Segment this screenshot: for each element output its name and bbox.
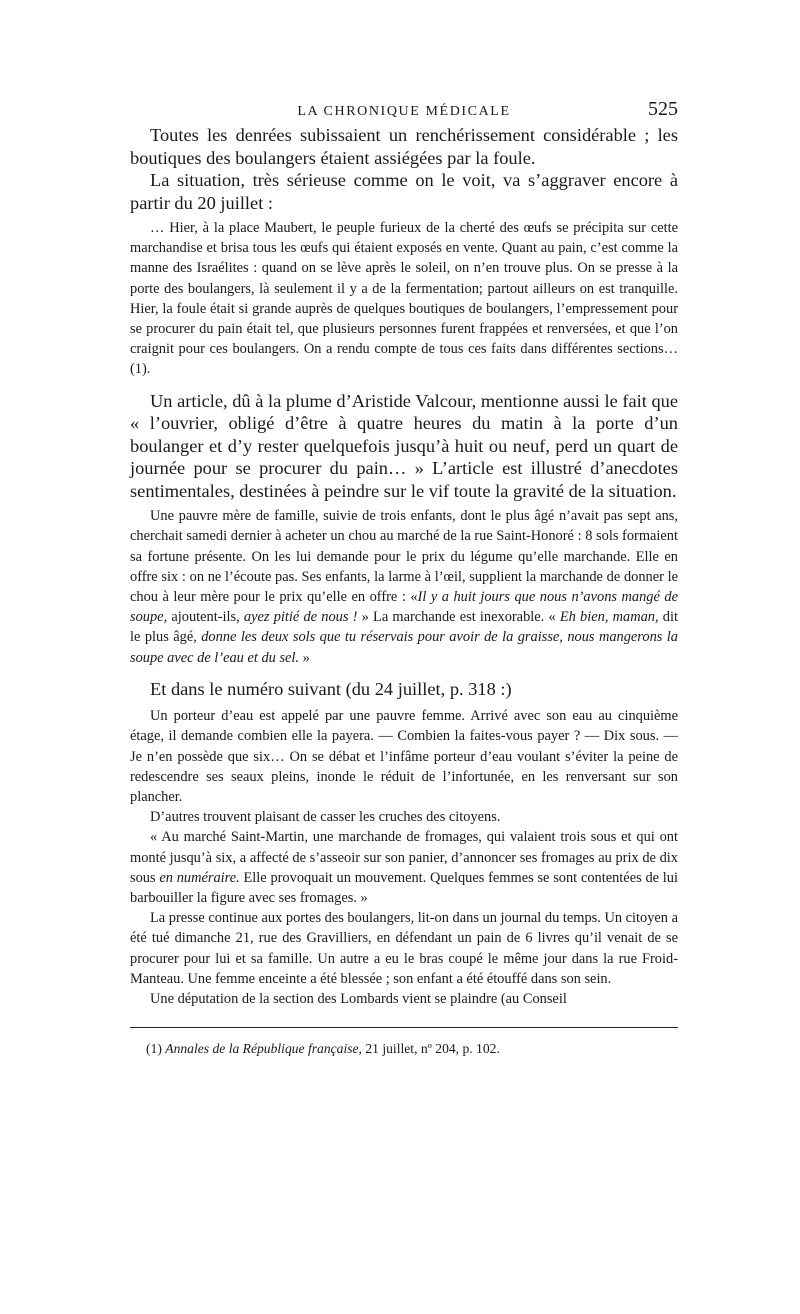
quote-3-c-part-2: en numéraire.: [159, 869, 240, 886]
page: [130, 96, 678, 1058]
footnote-rest: 21 juillet, nº 204, p. 102.: [361, 1041, 500, 1057]
quote-3-d: La presse continue aux portes des boulangers, lit-on dans un journal du temps. Un citoyen a été tué dimanche 21, rue des Gravilliers, en défendant un pain de 6 livres qu’il venait de se procurer pour lui et sa famille. Un autre a eu le bras coupé le même jour dans la rue Froid-Manteau. Une femme enceinte a été blessée ; son enfant a été étouffé dans son sein.: [130, 910, 678, 987]
quote-3-a: Un porteur d’eau est appelé par une pauvre femme. Arrivé avec son eau au cinquième étage, il demande combien elle la payera. — Combien la faites-vous payer ? — Dix sous. — Je n’en possède que six… On se débat et l’infâme porteur d’eau voulant s’éviter la peine de redescendre ses seaux pleins, inonde le réduit de l’infortunée, en les renversant sur son plancher.: [130, 708, 678, 806]
quote-3-b: D’autres trouvent plaisant de casser les cruches des citoyens.: [150, 809, 501, 826]
quote-2-part-e: » La marchande est inexorable. «: [357, 609, 560, 626]
paragraph-1: Toutes les denrées subissaient un renchérissement considérable ; les boutiques des boulangers étaient assiégées par la foule.: [130, 125, 678, 168]
footnote-title: Annales de la République française,: [165, 1041, 362, 1057]
quote-2-part-d: ayez pitié de nous !: [243, 609, 358, 626]
quote-3-c-part-3: Elle provoquait un mouvement. Quelques femmes se sont contentées de lui barbouiller la figure avec ses fromages. »: [130, 869, 678, 907]
paragraph-3: Un article, dû à la plume d’Aristide Valcour, mentionne aussi le fait que « l’ouvrier, obligé d’être à quatre heures du matin à la porte d’un boulanger et d’y rester quelquefois jusqu’à huit ou neuf, perd un quart de journée pour se procurer du pain… » L’article est illustré d’anecdotes sentimentales, destinées à peindre sur le vif toute la gravité de la situation.: [130, 390, 679, 501]
quote-2-part-a: Une pauvre mère de famille, suivie de trois enfants, dont le plus âgé n’avait pas sept ans, cherchait samedi dernier à acheter un chou au marché de la rue Saint-Honoré : 8 sols formaient sa fortune présente. On les lui demande pour le prix du légume qu’elle marchande. Elle en offre six : on ne l’écoute pas. Ses enfants, la larme à l’œil, supplient la marchande de donner le chou à leur mère pour le prix qu’elle en offre : «: [130, 508, 678, 605]
quote-2-part-f: Eh bien, maman,: [559, 609, 659, 626]
footnote-rule: [130, 1027, 678, 1028]
running-head: LA CHRONIQUE MÉDICALE: [297, 104, 511, 119]
quote-2-part-i: »: [299, 649, 310, 666]
quote-2-part-h: donne les deux sols que tu réservais pour avoir de la graisse, nous mangerons la soupe avec de l’eau et du sel.: [130, 629, 678, 666]
quote-2-part-b: Il y a huit jours que nous n’avons mangé de soupe,: [130, 588, 678, 626]
quote-3-c: [130, 827, 678, 908]
page-number: 525: [648, 98, 678, 120]
quote-2-part-c: ajoutent-ils,: [167, 609, 244, 626]
page-header: [130, 96, 678, 124]
paragraph-4: Et dans le numéro suivant (du 24 juillet, p. 318 :): [150, 678, 512, 699]
quote-2: [130, 506, 678, 668]
quote-1: … Hier, à la place Maubert, le peuple furieux de la cherté des œufs se précipita sur cette marchandise et brisa tous les œufs qui étaient exposés en vente. Quant au pain, c’est comme la manne des Israélites : quand on se lève après le soleil, on n’en trouve plus. On se presse à la porte des boulangers, là seulement il y a de la fermentation; partout ailleurs on est tranquille. Hier, la foule était si grande auprès de quelques boutiques de boulangers, l’empressement pour se procurer du pain était tel, que plusieurs personnes furent frappées et renversées, et que l’on craignit pour ces boulangers. On a rendu compte de tous ces faits dans différentes sections… (1).: [130, 220, 678, 378]
footnote-marker: (1): [146, 1041, 162, 1057]
quote-2-part-g: dit le plus âgé,: [130, 609, 678, 646]
footnote: [130, 1040, 678, 1058]
quote-3-c-part-1: « Au marché Saint-Martin, une marchande de fromages, qui valaient trois sous et qui ont monté jusqu’à six, a affecté de s’asseoir sur son panier, d’annoncer ses fromages au prix de dix sous: [130, 829, 678, 886]
paragraph-2: La situation, très sérieuse comme on le voit, va s’aggraver encore à partir du 20 juillet :: [130, 170, 678, 213]
quote-3-e: Une députation de la section des Lombards vient se plaindre (au Conseil: [150, 991, 567, 1008]
